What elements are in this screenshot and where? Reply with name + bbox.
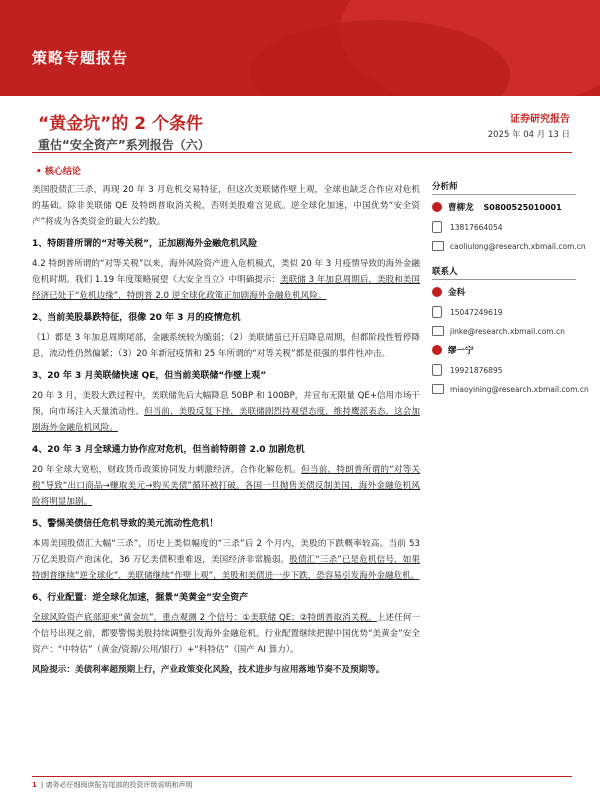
- analyst-sidebar: [432, 180, 589, 402]
- intro-paragraph: 美国股债汇三杀，再现 20 年 3 月危机交易特征，但这次美联储作壁上观，全球也缺乏合作应对危机的基础。除非美联储 QE 及特朗普取消关税，否则美股难言见底。逆全球化加速，中国优势“安全资产”将成为各类资金的最大公约数。: [32, 185, 420, 227]
- bullet-icon: •: [36, 167, 45, 177]
- contact-name: 金科: [448, 288, 466, 298]
- section-heading-1: 1、特朗普所谓的“对等关税”，正加剧海外金融危机风险: [32, 239, 258, 249]
- section-body-3-text: 20 年 3 月，美股大跌过程中，美联储先后大幅降息 50BP 和 100BP，并宣布无限量 QE+信用市场干预，向市场注入天量流动性。: [32, 391, 421, 417]
- section-heading-5: 5、警惕美债信任危机导致的美元流动性危机！: [32, 519, 219, 529]
- section-heading-4: 4、20 年 3 月全球通力协作应对危机，但当前特朗普 2.0 加剧危机: [32, 445, 305, 455]
- contact-email[interactable]: miaoyining@research.xbmail.com.cn: [450, 384, 589, 394]
- contact-name: 缪一宁: [448, 346, 474, 356]
- section-body-1: [32, 256, 420, 304]
- risk-warning: 风险提示：美债利率超预期上行，产业政策变化风险，技术进步与应用落地节奏不及预期等。: [32, 665, 385, 675]
- report-category-label: 策略专题报告: [32, 49, 129, 67]
- footer-disclaimer: 请务必仔细阅读报告尾部的投资评级说明和声明: [45, 781, 193, 789]
- person-icon: [432, 345, 442, 355]
- section-body-5: [32, 536, 420, 584]
- header-divider: [32, 152, 572, 153]
- section-body-6-text: 上述任何一个信号出现之前，都要警惕美股持续调整引发海外金融危机。行业配置继续把握中国优势“美黄金”安全资产：“中特估”（黄金/资源/公用/银行）+“科特估”（国产 AI 算力）。: [32, 613, 420, 655]
- email-icon: [432, 384, 444, 394]
- analyst-certificate: S0800525010001: [483, 202, 562, 212]
- section-body-1-text: 4.2 特朗普所谓的“对等关税”以来，海外风险资产进入危机模式，类似 20 年 3 月疫情导致的海外金融危机时期。我们 1.19 年度策略展望《大安全当立》中明确提示：: [32, 259, 420, 285]
- analyst-name: 曹柳龙: [448, 203, 474, 213]
- analyst-phone-row: [432, 221, 576, 233]
- main-content: [32, 182, 420, 678]
- report-date: 2025 年 04 月 13 日: [487, 130, 570, 140]
- section-heading-6: 6、行业配置：逆全球化加速，掘景“美黄金”安全资产: [32, 593, 249, 603]
- section-heading-3: 3、20 年 3 月美联储快速 QE，但当前美联储“作壁上观”: [32, 371, 267, 381]
- section-body-6: [32, 610, 420, 658]
- analyst-phone: 13817664054: [450, 222, 503, 232]
- contact-email-row[interactable]: [432, 326, 576, 336]
- email-icon: [432, 241, 444, 251]
- section-body-6-underlined: 全球风险资产底部迎来“黄金坑”，重点观测 2 个信号：①美联储 QE；②特朗普取消关税。: [32, 613, 377, 623]
- contact-phone: 19921876895: [450, 365, 503, 375]
- core-conclusion-text: 核心结论: [44, 167, 81, 177]
- analyst-name-row: [432, 201, 576, 213]
- phone-icon: [432, 306, 442, 318]
- email-icon: [432, 326, 444, 336]
- contacts-section-label: 联系人: [432, 265, 576, 280]
- phone-icon: [432, 364, 442, 376]
- core-conclusion-label: [36, 164, 81, 177]
- person-icon: [432, 287, 442, 297]
- contact-email[interactable]: jinke@research.xbmail.com.cn: [450, 326, 565, 336]
- section-body-2: （1）都是 3 年加息周期尾部，金融系统较为脆弱；（2）美联储虽已开启降息周期，但都阶段性暂停降息，流动性仍然偏紧；（3）20 年新冠疫情和 25 年所谓的“对等关税”都是很强的事件性冲击。: [32, 333, 420, 359]
- page-number: 1: [32, 781, 37, 789]
- contact-name-row: [432, 344, 576, 356]
- section-body-3: [32, 388, 420, 436]
- footer-divider: [32, 776, 572, 777]
- analyst-email-row[interactable]: [432, 241, 586, 251]
- report-type: 证券研究报告: [510, 114, 570, 125]
- contact-phone-row: [432, 364, 576, 376]
- contact-email-row[interactable]: [432, 384, 589, 394]
- section-body-5-text: 本周美国股债汇大幅“三杀”，历史上类似幅度的“三杀”后 2 个月内，美股的下跌概率较高。当前 53 万亿美股资产泡沫化，36 万亿美债积重难返，美国经济非常脆弱。: [32, 539, 420, 565]
- footer: 1 | 请务必仔细阅读报告尾部的投资评级说明和声明: [32, 781, 193, 789]
- section-body-4: [32, 462, 420, 510]
- section-body-4-underlined: 但当前，特朗普所谓的“对等关税”导致“出口商品→赚取美元→购买美债”循环被打破。各国一旦抛售美债反制美国，海外金融危机风险将明显加剧。: [32, 465, 420, 507]
- section-body-5-underlined: 股债汇“三杀”已是危机信号，如果特朗普继续“逆全球化”，美联储继续“作壁上观”，美股和美债进一步下跌，恐容易引发海外金融危机。: [32, 555, 420, 581]
- section-body-1-underlined: 美联储 3 年加息周期后，美股和美国经济已处于“危机边缘”，特朗普 2.0 逆全球化政策正加剧海外金融危机风险。: [32, 275, 420, 301]
- header-banner: [0, 0, 600, 96]
- contact-phone: 15047249619: [450, 307, 503, 317]
- contact-phone-row: [432, 306, 576, 318]
- section-body-3-underlined: 但当前，美股反复下挫，美联储剧烈持观望态度，维持鹰派表态，这会加剧海外金融危机风险。: [32, 407, 420, 433]
- section-body-4-text: 20 年全球大宽松，财政货币政策协同发力刺激经济，合作化解危机。: [32, 465, 302, 475]
- section-heading-2: 2、当前美股暴跌特征，很像 20 年 3 月的疫情危机: [32, 313, 241, 323]
- analyst-section-label: 分析师: [432, 180, 576, 195]
- report-title: “黄金坑”的 2 个条件: [38, 114, 204, 134]
- analyst-email[interactable]: caoliulong@research.xbmail.com.cn: [450, 241, 586, 251]
- phone-icon: [432, 221, 442, 233]
- contact-name-row: [432, 286, 576, 298]
- person-icon: [432, 202, 442, 212]
- report-subtitle: 重估“安全资产”系列报告（六）: [38, 138, 210, 152]
